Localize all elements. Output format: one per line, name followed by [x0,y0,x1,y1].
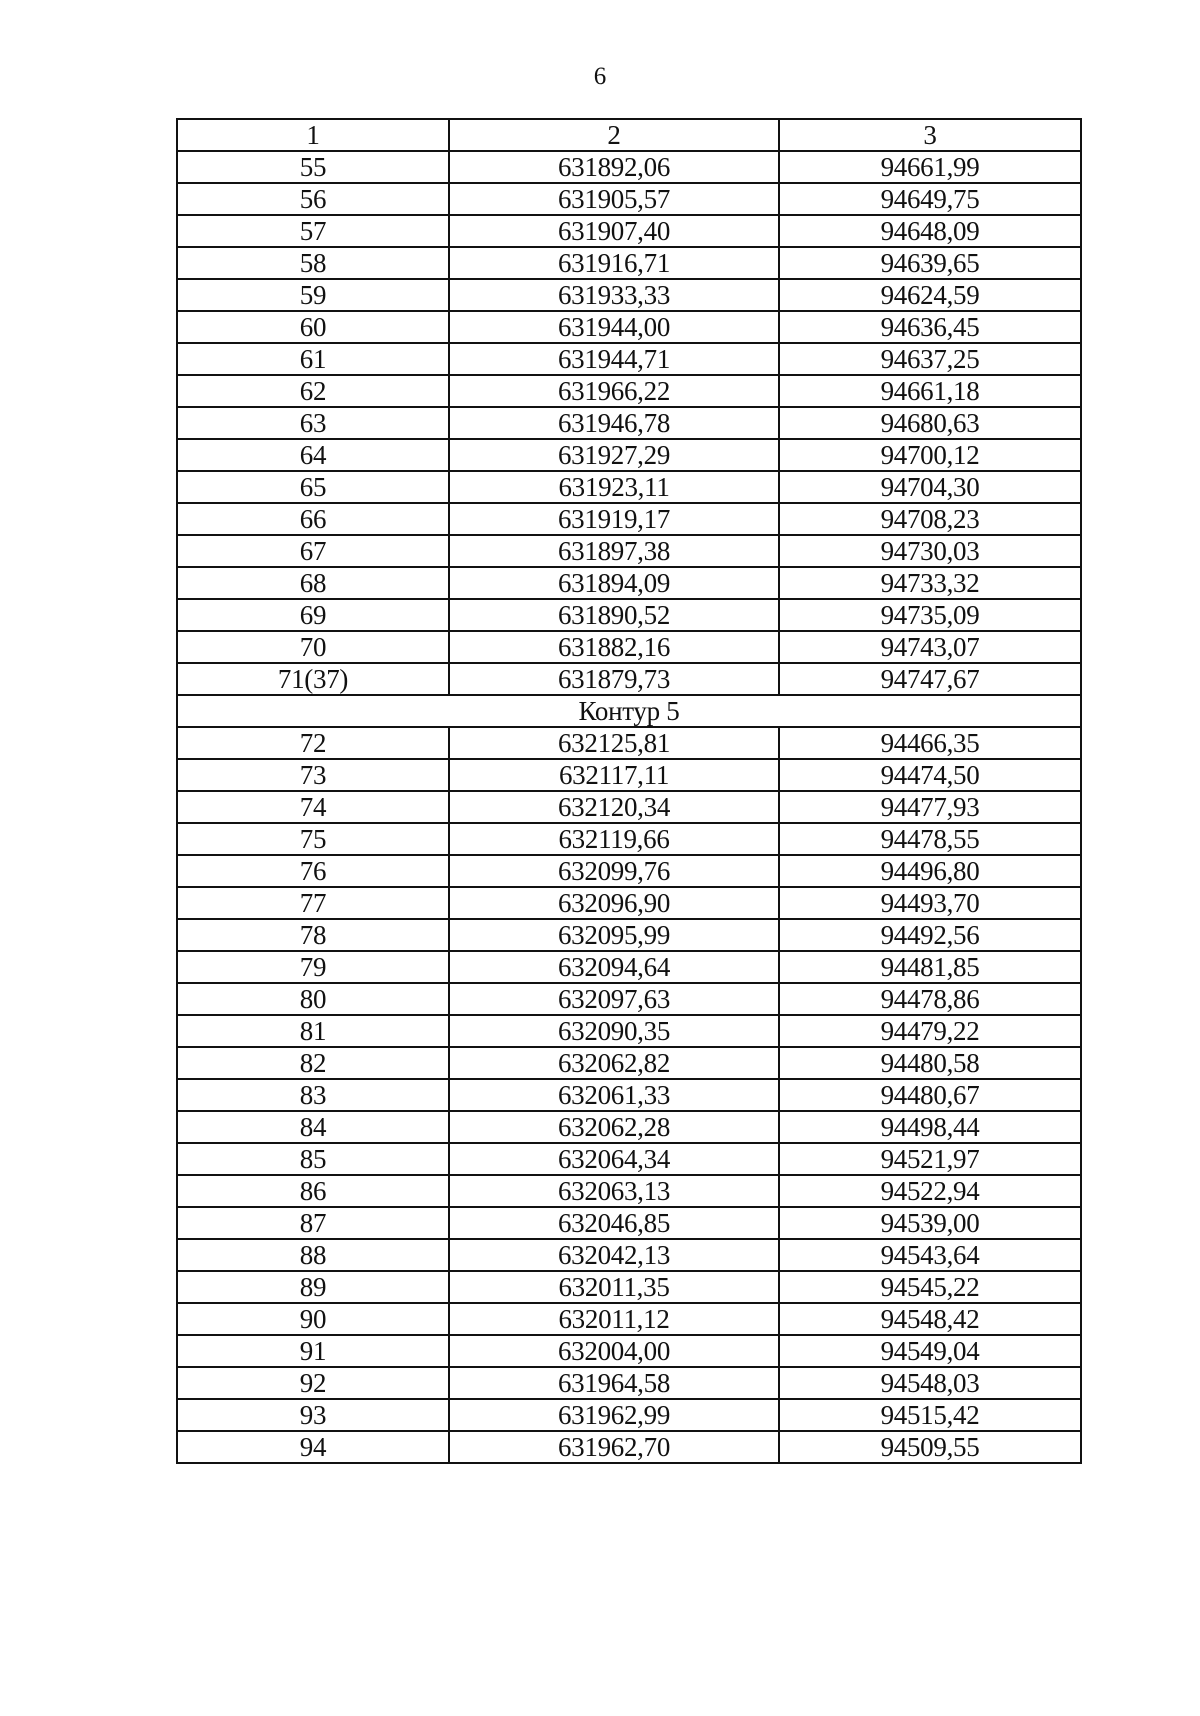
cell-point-number: 63 [177,407,449,439]
table-row [177,279,1081,311]
table-row [177,1335,1081,1367]
cell-x-coordinate: 631944,71 [449,343,779,375]
cell-x-coordinate: 632125,81 [449,727,779,759]
cell-x-coordinate: 632117,11 [449,759,779,791]
cell-point-number: 75 [177,823,449,855]
cell-y-coordinate: 94700,12 [779,439,1081,471]
cell-y-coordinate: 94747,67 [779,663,1081,695]
cell-point-number: 91 [177,1335,449,1367]
cell-x-coordinate: 631962,70 [449,1431,779,1463]
table-row [177,1207,1081,1239]
table-row [177,1271,1081,1303]
cell-y-coordinate: 94474,50 [779,759,1081,791]
table-row [177,1303,1081,1335]
cell-y-coordinate: 94543,64 [779,1239,1081,1271]
coordinates-table-body [177,119,1081,1463]
cell-y-coordinate: 94661,18 [779,375,1081,407]
section-title: Контур 5 [177,695,1081,727]
cell-point-number: 73 [177,759,449,791]
cell-y-coordinate: 94639,65 [779,247,1081,279]
cell-point-number: 94 [177,1431,449,1463]
cell-y-coordinate: 94730,03 [779,535,1081,567]
cell-y-coordinate: 94661,99 [779,151,1081,183]
table-row [177,631,1081,663]
cell-x-coordinate: 631962,99 [449,1399,779,1431]
table-row [177,855,1081,887]
table-row [177,215,1081,247]
cell-y-coordinate: 94466,35 [779,727,1081,759]
cell-x-coordinate: 632095,99 [449,919,779,951]
cell-x-coordinate: 631890,52 [449,599,779,631]
cell-x-coordinate: 631923,11 [449,471,779,503]
cell-x-coordinate: 631919,17 [449,503,779,535]
cell-x-coordinate: 631879,73 [449,663,779,695]
cell-x-coordinate: 632099,76 [449,855,779,887]
table-row [177,727,1081,759]
cell-point-number: 69 [177,599,449,631]
cell-x-coordinate: 632097,63 [449,983,779,1015]
table-row [177,567,1081,599]
cell-y-coordinate: 94493,70 [779,887,1081,919]
table-row [177,1367,1081,1399]
cell-point-number: 90 [177,1303,449,1335]
table-header-row [177,119,1081,151]
cell-point-number: 66 [177,503,449,535]
cell-x-coordinate: 631966,22 [449,375,779,407]
cell-point-number: 67 [177,535,449,567]
cell-y-coordinate: 94735,09 [779,599,1081,631]
cell-y-coordinate: 94704,30 [779,471,1081,503]
cell-y-coordinate: 94478,55 [779,823,1081,855]
cell-point-number: 85 [177,1143,449,1175]
table-row [177,343,1081,375]
cell-point-number: 71(37) [177,663,449,695]
table-row [177,407,1081,439]
cell-y-coordinate: 94481,85 [779,951,1081,983]
cell-y-coordinate: 94549,04 [779,1335,1081,1367]
cell-point-number: 88 [177,1239,449,1271]
cell-x-coordinate: 631894,09 [449,567,779,599]
table-row [177,791,1081,823]
table-row [177,1111,1081,1143]
table-row [177,503,1081,535]
cell-y-coordinate: 94624,59 [779,279,1081,311]
cell-x-coordinate: 631892,06 [449,151,779,183]
cell-point-number: 83 [177,1079,449,1111]
cell-x-coordinate: 631882,16 [449,631,779,663]
cell-point-number: 76 [177,855,449,887]
cell-point-number: 68 [177,567,449,599]
cell-point-number: 93 [177,1399,449,1431]
cell-point-number: 62 [177,375,449,407]
cell-y-coordinate: 94480,58 [779,1047,1081,1079]
cell-y-coordinate: 94545,22 [779,1271,1081,1303]
cell-y-coordinate: 94498,44 [779,1111,1081,1143]
table-row [177,311,1081,343]
header-cell-point: 1 [177,119,449,151]
table-row [177,951,1081,983]
cell-x-coordinate: 631905,57 [449,183,779,215]
table-row [177,983,1081,1015]
cell-x-coordinate: 632011,35 [449,1271,779,1303]
cell-y-coordinate: 94649,75 [779,183,1081,215]
cell-y-coordinate: 94733,32 [779,567,1081,599]
cell-x-coordinate: 632011,12 [449,1303,779,1335]
table-row [177,599,1081,631]
table-row [177,1047,1081,1079]
cell-x-coordinate: 632119,66 [449,823,779,855]
cell-x-coordinate: 632096,90 [449,887,779,919]
cell-y-coordinate: 94548,42 [779,1303,1081,1335]
cell-point-number: 70 [177,631,449,663]
coordinates-table [176,118,1082,1464]
header-cell-y: 3 [779,119,1081,151]
cell-point-number: 82 [177,1047,449,1079]
table-row [177,183,1081,215]
table-row [177,887,1081,919]
table-row [177,439,1081,471]
cell-y-coordinate: 94480,67 [779,1079,1081,1111]
table-row [177,375,1081,407]
cell-x-coordinate: 631964,58 [449,1367,779,1399]
cell-y-coordinate: 94637,25 [779,343,1081,375]
cell-point-number: 78 [177,919,449,951]
table-row [177,1143,1081,1175]
table-row [177,1399,1081,1431]
cell-point-number: 77 [177,887,449,919]
cell-point-number: 65 [177,471,449,503]
cell-y-coordinate: 94509,55 [779,1431,1081,1463]
cell-point-number: 59 [177,279,449,311]
table-row [177,1015,1081,1047]
cell-y-coordinate: 94708,23 [779,503,1081,535]
cell-x-coordinate: 632046,85 [449,1207,779,1239]
cell-point-number: 87 [177,1207,449,1239]
page-number: 6 [593,63,607,90]
table-row [177,247,1081,279]
cell-point-number: 74 [177,791,449,823]
cell-x-coordinate: 631907,40 [449,215,779,247]
cell-x-coordinate: 631916,71 [449,247,779,279]
table-row [177,919,1081,951]
cell-x-coordinate: 632094,64 [449,951,779,983]
section-row [177,695,1081,727]
cell-y-coordinate: 94636,45 [779,311,1081,343]
cell-point-number: 86 [177,1175,449,1207]
cell-y-coordinate: 94479,22 [779,1015,1081,1047]
cell-x-coordinate: 632042,13 [449,1239,779,1271]
cell-point-number: 56 [177,183,449,215]
cell-x-coordinate: 632064,34 [449,1143,779,1175]
table-row [177,151,1081,183]
table-row [177,471,1081,503]
cell-y-coordinate: 94539,00 [779,1207,1081,1239]
cell-y-coordinate: 94515,42 [779,1399,1081,1431]
table-row [177,1431,1081,1463]
cell-y-coordinate: 94648,09 [779,215,1081,247]
cell-point-number: 57 [177,215,449,247]
table-row [177,1175,1081,1207]
cell-y-coordinate: 94521,97 [779,1143,1081,1175]
cell-x-coordinate: 632004,00 [449,1335,779,1367]
cell-y-coordinate: 94743,07 [779,631,1081,663]
table-row [177,535,1081,567]
cell-point-number: 55 [177,151,449,183]
cell-x-coordinate: 631933,33 [449,279,779,311]
cell-point-number: 92 [177,1367,449,1399]
cell-x-coordinate: 631944,00 [449,311,779,343]
cell-x-coordinate: 632062,28 [449,1111,779,1143]
cell-x-coordinate: 631897,38 [449,535,779,567]
cell-point-number: 80 [177,983,449,1015]
cell-point-number: 60 [177,311,449,343]
cell-x-coordinate: 631927,29 [449,439,779,471]
cell-y-coordinate: 94522,94 [779,1175,1081,1207]
cell-y-coordinate: 94492,56 [779,919,1081,951]
cell-point-number: 89 [177,1271,449,1303]
cell-x-coordinate: 632063,13 [449,1175,779,1207]
cell-point-number: 61 [177,343,449,375]
cell-point-number: 64 [177,439,449,471]
cell-y-coordinate: 94478,86 [779,983,1081,1015]
cell-y-coordinate: 94548,03 [779,1367,1081,1399]
table-row [177,1079,1081,1111]
cell-point-number: 72 [177,727,449,759]
table-row [177,1239,1081,1271]
cell-x-coordinate: 632062,82 [449,1047,779,1079]
cell-x-coordinate: 632090,35 [449,1015,779,1047]
header-cell-x: 2 [449,119,779,151]
table-row [177,759,1081,791]
cell-y-coordinate: 94680,63 [779,407,1081,439]
cell-point-number: 79 [177,951,449,983]
cell-x-coordinate: 631946,78 [449,407,779,439]
cell-point-number: 84 [177,1111,449,1143]
cell-y-coordinate: 94496,80 [779,855,1081,887]
cell-x-coordinate: 632061,33 [449,1079,779,1111]
cell-x-coordinate: 632120,34 [449,791,779,823]
table-row [177,823,1081,855]
cell-point-number: 58 [177,247,449,279]
cell-y-coordinate: 94477,93 [779,791,1081,823]
cell-point-number: 81 [177,1015,449,1047]
table-row [177,663,1081,695]
